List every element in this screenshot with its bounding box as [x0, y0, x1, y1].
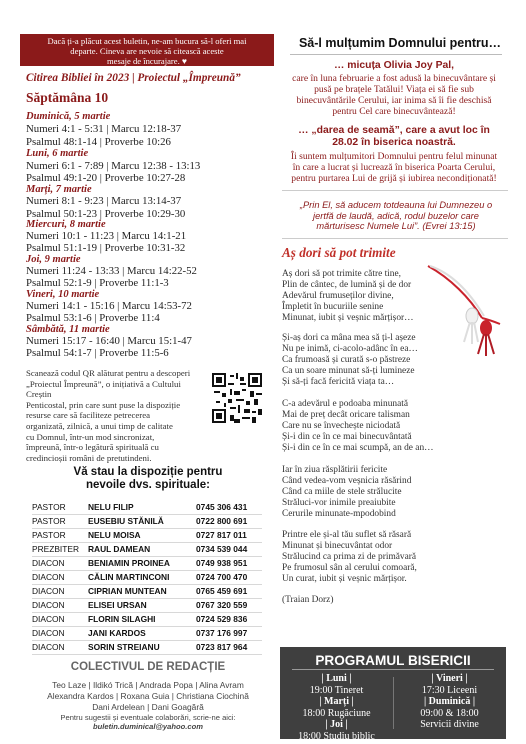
- contact-phone[interactable]: 0724 700 470: [196, 572, 248, 582]
- contact-phone[interactable]: 0722 800 691: [196, 516, 248, 526]
- contact-name: FLORIN SILAGHI: [88, 614, 156, 624]
- thanks-title: Să-l mulțumim Domnului pentru…: [298, 36, 502, 50]
- day-heading: Duminică, 5 martie: [26, 111, 111, 122]
- program-day: | Luni |: [321, 673, 352, 684]
- poem-line: Plin de cântec, de lumină și de dor: [282, 280, 412, 290]
- share-banner: [20, 34, 274, 66]
- poem-line: Străluci-vor inimile preaiubite: [282, 498, 396, 508]
- banner-line-2: departe. Cineva are nevoie să citească aceste: [70, 46, 224, 56]
- poem-line: Cerurile minunate-mpodobind: [282, 509, 396, 519]
- poem-line: Aș dori să pot trimite către tine,: [282, 269, 401, 279]
- reading-week: Săptămâna 10: [26, 90, 109, 105]
- contact-role: PASTOR: [32, 516, 66, 526]
- program-day: | Duminică |: [423, 696, 476, 708]
- poem-line: Nu pe inimă, ci-acolo-adânc în ea…: [282, 344, 418, 354]
- reading-line: Numeri 6:1 - 7:89 | Marcu 12:38 - 13:13: [26, 160, 201, 172]
- contact-name: ELISEI URSAN: [88, 600, 147, 610]
- poem-line: Și să-ți facă fericită viața ta…: [282, 377, 395, 387]
- poem-line: Minunat, iubit și veșnic mărțișor…: [282, 313, 414, 323]
- contact-name: BENIAMIN PROINEA: [88, 558, 170, 568]
- poem-line: C-a adevărul e podoaba minunată: [282, 399, 408, 409]
- contact-phone[interactable]: 0724 529 836: [196, 614, 248, 624]
- banner-line-3: mesaje de încurajare. ♥: [106, 56, 188, 66]
- reading-line: Numeri 11:24 - 13:33 | Marcu 14:22-52: [26, 265, 197, 277]
- table-row: [32, 584, 262, 599]
- poem-line: Ca un soare minunat să-ți lumineze: [282, 366, 415, 376]
- qr-text-line: resurse care să faciliteze petrecerea: [26, 410, 151, 421]
- poem-line: Pe frumosul sân al cerului comoară,: [282, 563, 417, 573]
- poem-line: Un curat, iubit și veșnic mărțișor.: [282, 574, 407, 584]
- poem-line: Care nu se învechește niciodată: [282, 421, 401, 431]
- poem-line: Când ca miile de stele strălucite: [282, 487, 402, 497]
- qr-text-line: „Proiectul Împreună”, o inițiativă a Cultului Creștin: [26, 378, 181, 400]
- program-time: Servicii divine: [420, 719, 479, 731]
- qr-text-line: Scanează codul QR alăturat pentru a descoperi: [26, 368, 191, 378]
- contact-name: NELU FILIP: [88, 502, 134, 512]
- reading-line: Numeri 4:1 - 5:31 | Marcu 12:18-37: [26, 123, 182, 135]
- banner-line-1: Dacă ți-a plăcut acest buletin, ne-am bucura să-l oferi mai: [47, 36, 247, 46]
- table-row: [32, 598, 262, 613]
- table-row: [32, 514, 262, 529]
- poem-line: Și-i din ce în ce mai scumpă, an de an…: [282, 443, 434, 453]
- thanks-olivia-heading: … micuța Olivia Joy Pal,: [333, 60, 455, 71]
- reading-title: Citirea Bibliei în 2023 | Proiectul „Împreună”: [26, 72, 241, 84]
- program-title: PROGRAMUL BISERICII: [315, 653, 471, 668]
- qr-text-line: Penticostal, prin care sunt puse la dispoziție: [26, 399, 181, 410]
- contact-name: RAUL DAMEAN: [88, 544, 151, 554]
- quote-line: „Prin El, să aducem totdeauna lui Dumnezeu o: [299, 200, 493, 210]
- divider: [292, 669, 494, 670]
- contact-role: DIACON: [32, 642, 65, 652]
- editorial-line: Pentru sugestii și eventuale colaborări, scrie-ne aici:: [60, 713, 236, 722]
- program-time: 09:00 & 18:00: [420, 707, 479, 719]
- contact-phone[interactable]: 0727 817 011: [196, 530, 247, 540]
- contact-phone[interactable]: 0745 306 431: [196, 502, 248, 512]
- poem-title: Aș dori să pot trimite: [282, 245, 396, 260]
- editorial-email-link[interactable]: buletin.duminical@yahoo.com: [93, 722, 203, 731]
- poem-line: Iar în ziua răsplătirii fericite: [282, 465, 388, 475]
- thanks-text-line: în care a lucrat și lucrează în biserica Poarta Cerului,: [292, 162, 496, 173]
- contact-name: CĂLIN MARTINCONI: [88, 572, 170, 582]
- thanks-text-line: pusă pe brațele Tatălui! Viața ei să fie sub: [314, 84, 474, 95]
- editorial-line: Alexandra Kardos | Roxana Guia | Christiana Ciochină: [47, 691, 249, 701]
- poem-line: Și-aș dori ca mâna mea să ți-l așeze: [282, 333, 416, 343]
- divider: [290, 54, 502, 55]
- table-row: [32, 528, 262, 543]
- contact-name: EUSEBIU STĂNILĂ: [88, 516, 164, 526]
- program-box: [280, 647, 506, 742]
- poem-line: Minunat și binecuvântat odor: [282, 541, 393, 551]
- qr-text-line: credincioșii români de pretutindeni.: [26, 452, 152, 463]
- contact-name: JANI KARDOS: [88, 628, 146, 638]
- contact-role: DIACON: [32, 558, 65, 568]
- poem-line: Adevărul frumuseților divine,: [282, 291, 394, 301]
- reading-line: Numeri 15:17 - 16:40 | Marcu 15:1-47: [26, 335, 192, 347]
- table-row: [32, 542, 262, 557]
- poem-line: Împletit în bucuriile senine: [282, 302, 384, 312]
- contact-phone[interactable]: 0737 176 997: [196, 628, 248, 638]
- quote-line: jertfă de laudă, adică, rodul buzelor care: [313, 210, 479, 221]
- thanks-report-heading: … „darea de seamă”, care a avut loc în: [298, 125, 490, 136]
- thanks-text-line: binecuvântările Cerului, iar inima să îi fie deschisă: [296, 95, 492, 106]
- thanks-text-line: pentru Cel care binecuvântează!: [332, 106, 456, 117]
- reading-line: Numeri 8:1 - 9:23 | Marcu 13:14-37: [26, 195, 182, 207]
- thanks-text-line: pentru purtarea Lui de grijă și iubirea necondiționată!: [291, 173, 497, 184]
- editorial-line: Teo Laze | Ildikó Trică | Andrada Popa | Alina Avram: [52, 680, 244, 690]
- qr-text-line: împreună, într-o legătură spirituală cu: [26, 442, 159, 453]
- reading-line: Numeri 14:1 - 15:16 | Marcu 14:53-72: [26, 300, 192, 312]
- contact-role: PASTOR: [32, 502, 66, 512]
- thanks-report-heading: 28.02 în biserica noastră.: [332, 137, 456, 148]
- program-time: 19:00 Tineret: [309, 684, 364, 696]
- poem-line: Printre ele și-al tău suflet să răsară: [282, 530, 412, 540]
- contacts-title-line-2: nevoile dvs. spirituale:: [86, 479, 210, 491]
- contact-role: DIACON: [32, 600, 65, 610]
- program-time: 18:00 Studiu biblic: [298, 730, 375, 742]
- contact-phone[interactable]: 0765 459 691: [196, 586, 248, 596]
- bible-quote: [290, 200, 502, 232]
- poem-line: Mai de preț decât oricare talisman: [282, 410, 410, 420]
- reading-line: Psalmul 53:1-6 | Proverbe 11:4: [26, 312, 160, 324]
- contact-name: NELU MOISA: [88, 530, 141, 540]
- table-row: [32, 640, 262, 655]
- reading-line: Psalmul 48:1-14 | Proverbe 10:26: [26, 136, 171, 148]
- contacts-title-line-1: Vă stau la dispoziție pentru: [73, 466, 223, 478]
- poem-line: Când vedea-vom veșnicia răsărind: [282, 476, 412, 486]
- qr-text-line: cu Domnul, într-un mod sincronizat,: [26, 431, 155, 442]
- qr-code-icon[interactable]: [212, 373, 262, 423]
- reading-line: Psalmul 50:1-23 | Proverbe 10:29-30: [26, 208, 186, 220]
- program-time: 18:00 Rugăciune: [302, 707, 371, 719]
- poem-line: Ca frumoasă și curată s-o păstreze: [282, 355, 411, 365]
- program-day: | Joi |: [325, 719, 348, 731]
- contact-phone[interactable]: 0734 539 044: [196, 544, 248, 554]
- poem-line: Strălucind ca prima zi de primăvară: [282, 552, 417, 562]
- reading-line: Numeri 10:1 - 11:23 | Marcu 14:1-21: [26, 230, 187, 242]
- contact-role: DIACON: [32, 586, 65, 596]
- divider: [282, 238, 508, 239]
- reading-line: Psalmul 49:1-20 | Proverbe 10:27-28: [26, 172, 186, 184]
- thanks-text-line: care în luna februarie a fost adusă la binecuvântare și: [292, 73, 496, 84]
- table-row: [32, 612, 262, 627]
- program-time: 17:30 Liceeni: [421, 684, 478, 696]
- day-heading: Luni, 6 martie: [26, 148, 89, 159]
- editorial-title: COLECTIVUL DE REDACȚIE: [70, 661, 226, 673]
- contacts-title: [20, 466, 276, 492]
- reading-line: Psalmul 51:1-19 | Proverbe 10:31-32: [26, 242, 186, 254]
- table-row: [32, 556, 262, 571]
- contact-role: PREZBITER: [32, 544, 79, 554]
- editorial-line: Dani Ardelean | Dani Goagără: [92, 702, 204, 712]
- contact-name: CIPRIAN MUNTEAN: [88, 586, 167, 596]
- program-column-left: [280, 673, 393, 743]
- contact-role: DIACON: [32, 628, 65, 638]
- contact-name: SORIN STREIANU: [88, 642, 160, 652]
- contact-role: DIACON: [32, 614, 65, 624]
- poem-author: (Traian Dorz): [282, 595, 334, 605]
- contact-role: PASTOR: [32, 530, 66, 540]
- martisor-icon: [420, 258, 510, 358]
- day-heading: Miercuri, 8 martie: [26, 219, 106, 230]
- contact-role: DIACON: [32, 572, 65, 582]
- reading-line: Psalmul 52:1-9 | Proverbe 11:1-3: [26, 277, 169, 289]
- poem-line: Și-i din ce în ce mai binecuvântată: [282, 432, 412, 442]
- table-row: [32, 570, 262, 585]
- thanks-text-line: Îi suntem mulțumitori Domnului pentru felul minunat: [290, 151, 498, 162]
- program-day: | Vineri |: [431, 673, 468, 684]
- table-row: [32, 500, 262, 515]
- program-column-right: [393, 673, 506, 731]
- qr-description: [26, 368, 208, 463]
- day-heading: Marți, 7 martie: [26, 184, 92, 195]
- table-row: [32, 626, 262, 641]
- qr-text-line: organizată, zilnică, a unui timp de calitate: [26, 420, 173, 431]
- contact-phone[interactable]: 0749 938 951: [196, 558, 248, 568]
- day-heading: Sâmbătă, 11 martie: [26, 324, 110, 335]
- day-heading: Vineri, 10 martie: [26, 289, 100, 300]
- contact-phone[interactable]: 0723 817 964: [196, 642, 248, 652]
- program-day: | Marți |: [319, 696, 354, 708]
- reading-line: Psalmul 54:1-7 | Proverbe 11:5-6: [26, 347, 169, 359]
- contact-phone[interactable]: 0767 320 559: [196, 600, 248, 610]
- day-heading: Joi, 9 martie: [26, 254, 81, 265]
- quote-line: mărturisesc Numele Lui”. (Evrei 13:15): [316, 221, 476, 232]
- divider: [282, 190, 508, 191]
